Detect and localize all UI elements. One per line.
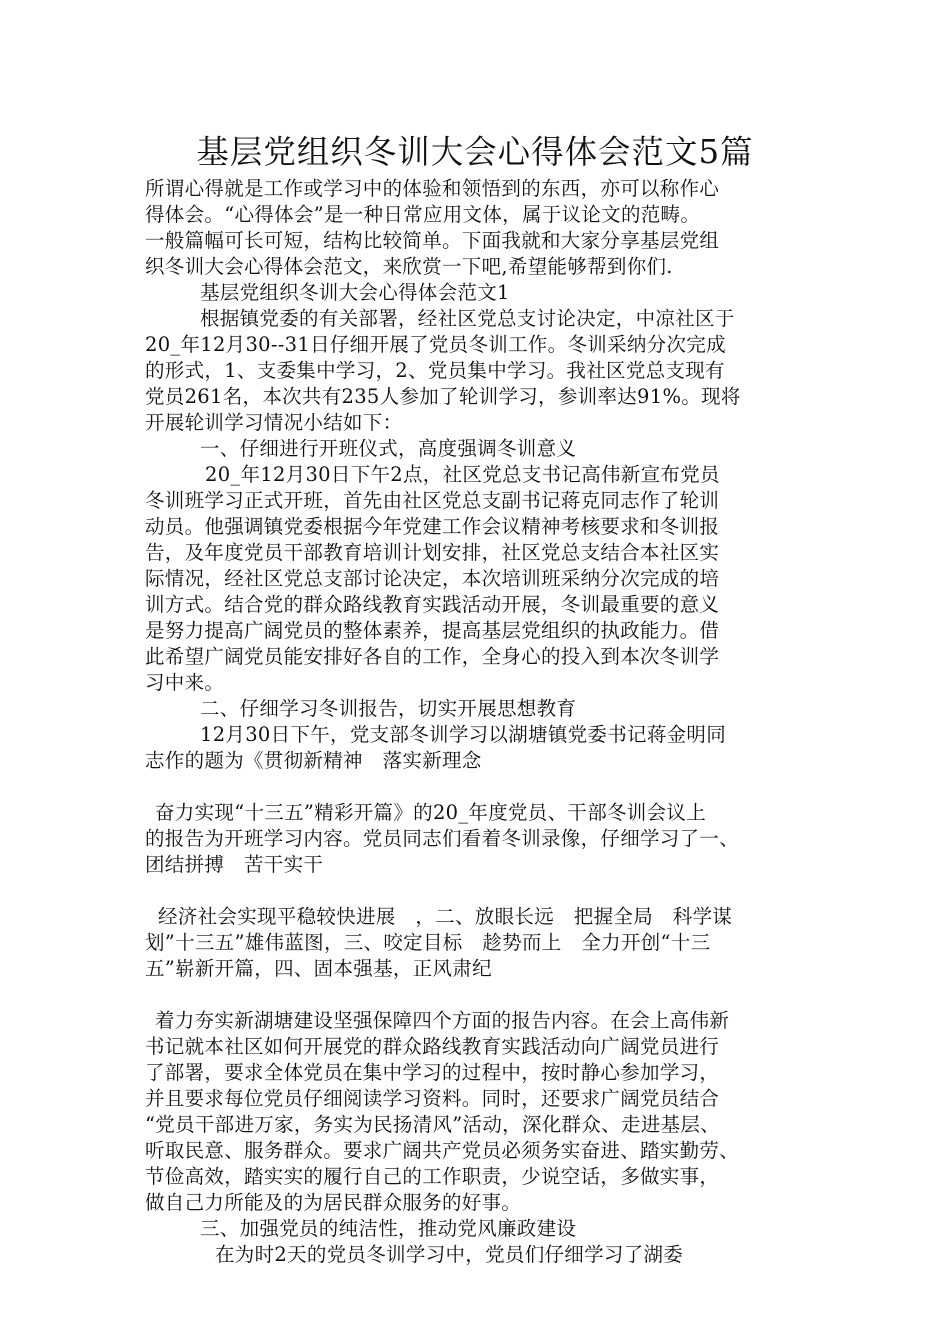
body-line: 此希望广阔党员能安排好各自的工作，全身心的投入到本次冬训学: [145, 645, 720, 668]
body-line: 五”崭新开篇，四、固本强基，正风肃纪: [145, 957, 492, 980]
body-line: 团结拼搏 苦干实干: [145, 853, 324, 876]
body-line: 并且要求每位党员仔细阅读学习资料。同时，还要求广阔党员结合: [145, 1087, 720, 1110]
body-line: 的形式，1、支委集中学习，2、党员集中学习。我社区党总支现有: [145, 359, 725, 382]
body-line: “党员干部进万家，务实为民扬清风”活动，深化群众、走进基层、: [145, 1113, 720, 1136]
subheading-3: 三、加强党员的纯洁性，推动党风廉政建设: [200, 1217, 577, 1240]
body-line: 动员。他强调镇党委根据今年党建工作会议精神考核要求和冬训报: [145, 515, 720, 538]
intro-line-4: 织冬训大会心得体会范文，来欣赏一下吧,希望能够帮到你们.: [145, 255, 673, 278]
body-line: 做自己力所能及的为居民群众服务的好事。: [145, 1191, 522, 1214]
body-line: 是努力提高广阔党员的整体素养，提高基层党组织的执政能力。借: [145, 619, 720, 642]
body-line: 20_年12月30--31日仔细开展了党员冬训工作。冬训采纳分次完成: [145, 333, 726, 356]
subheading-1: 一、仔细进行开班仪式，高度强调冬训意义: [200, 437, 577, 460]
intro-line-3: 一般篇幅可长可短，结构比较简单。下面我就和大家分享基层党组: [145, 229, 720, 252]
body-line: 节俭高效，踏实实的履行自己的工作职责，少说空话，多做实事，: [145, 1165, 720, 1188]
body-line: 告，及年度党员干部教育培训计划安排，社区党总支结合本社区实: [145, 541, 720, 564]
body-line: 的报告为开班学习内容。党员同志们看着冬训录像，仔细学习了一、: [145, 827, 740, 850]
body-line: 听取民意、服务群众。要求广阔共产党员必须务实奋进、踏实勤劳、: [145, 1139, 740, 1162]
body-line: 20_年12月30日下午2点，社区党总支书记高伟新宣布党员: [205, 463, 720, 486]
body-line: 际情况，经社区党总支部讨论决定，本次培训班采纳分次完成的培: [145, 567, 720, 590]
section-heading-1: 基层党组织冬训大会心得体会范文1: [200, 281, 510, 304]
body-line: 书记就本社区如何开展党的群众路线教育实践活动向广阔党员进行: [145, 1035, 720, 1058]
body-line: 党员261名，本次共有235人参加了轮训学习，参训率达91%。现将: [145, 385, 741, 408]
body-line: 着力夯实新湖塘建设坚强保障四个方面的报告内容。在会上高伟新: [155, 1009, 730, 1032]
body-line: 奋力实现“十三五”精彩开篇》的20_年度党员、干部冬训会议上: [155, 801, 707, 824]
body-line: 习中来。: [145, 671, 225, 694]
body-line: 了部署，要求全体党员在集中学习的过程中，按时静心参加学习，: [145, 1061, 720, 1084]
body-line: 志作的题为《贯彻新精神 落实新理念: [145, 749, 482, 772]
body-line: 冬训班学习正式开班，首先由社区党总支副书记蒋克同志作了轮训: [145, 489, 720, 512]
body-line: 训方式。结合党的群众路线教育实践活动开展，冬训最重要的意义: [145, 593, 720, 616]
body-line: 开展轮训学习情况小结如下：: [145, 411, 403, 434]
body-line: 12月30日下午，党支部冬训学习以湖塘镇党委书记蒋金明同: [200, 723, 727, 746]
subheading-2: 二、仔细学习冬训报告，切实开展思想教育: [200, 697, 577, 720]
body-line: 在为时2天的党员冬训学习中，党员们仔细学习了湖委: [215, 1243, 684, 1266]
document-title: 基层党组织冬训大会心得体会范文5篇: [196, 133, 754, 171]
body-line: 经济社会实现平稳较快进展 ，二、放眼长远 把握全局 科学谋: [158, 905, 733, 928]
intro-line-1: 所谓心得就是工作或学习中的体验和领悟到的东西，亦可以称作心: [145, 177, 720, 200]
intro-line-2: 得体会。“心得体会”是一种日常应用文体，属于议论文的范畴。: [145, 203, 701, 226]
body-line: 划”十三五”雄伟蓝图，三、咬定目标 趁势而上 全力开创“十三: [145, 931, 711, 954]
body-line: 根据镇党委的有关部署，经社区党总支讨论决定，中凉社区于: [200, 307, 735, 330]
